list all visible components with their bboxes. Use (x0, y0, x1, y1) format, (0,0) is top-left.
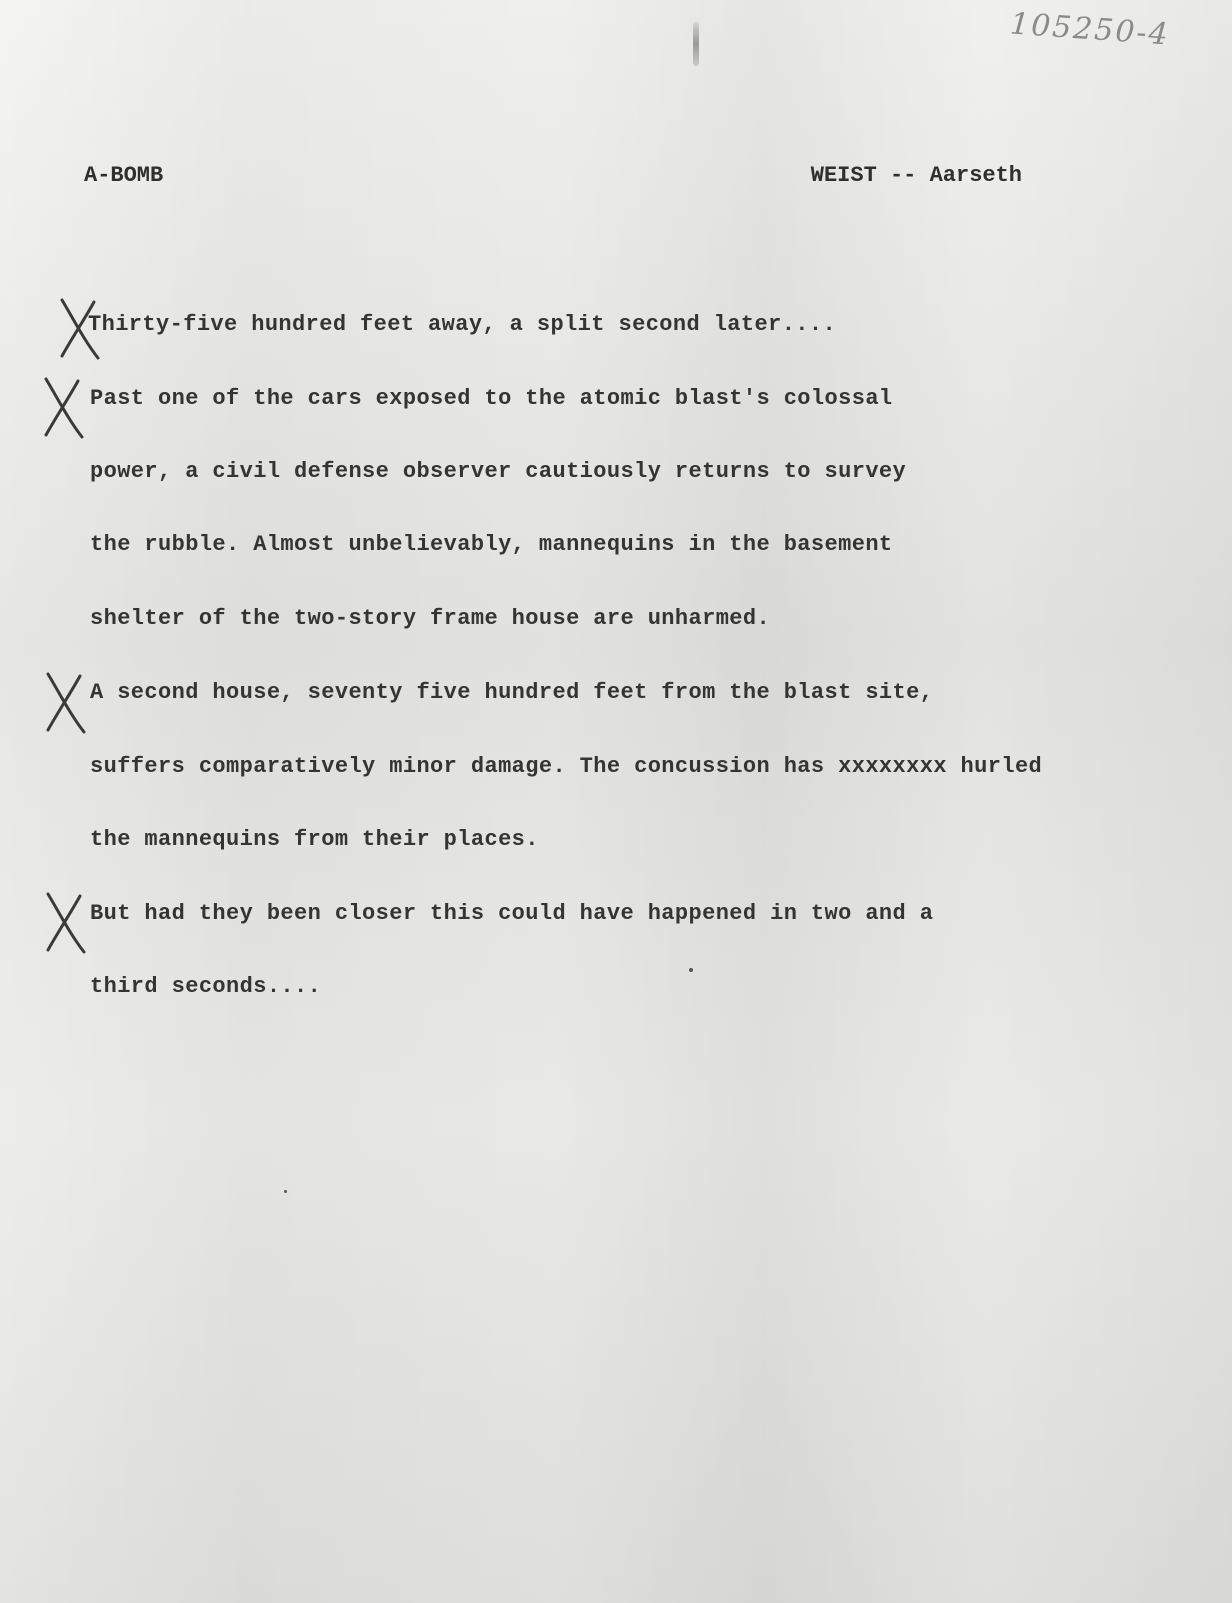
ink-smudge (693, 22, 699, 66)
paragraph-x-mark-icon (38, 375, 90, 439)
paragraph-x-mark-icon (40, 890, 92, 954)
handwritten-archive-number: 105250-4 (1008, 6, 1171, 53)
body-line: the rubble. Almost unbelievably, mannequins in the basement (90, 532, 893, 557)
body-line: third seconds.... (90, 974, 322, 999)
body-line: A second house, seventy five hundred feet from the blast site, (90, 680, 934, 705)
slug-title: A-BOMB (84, 163, 164, 188)
ink-speck (689, 968, 693, 972)
body-line: shelter of the two-story frame house are unharmed. (90, 606, 771, 631)
body-line: Past one of the cars exposed to the atomic blast's colossal (90, 386, 893, 411)
page-header (84, 163, 1022, 195)
ink-speck (284, 1190, 287, 1193)
body-line: the mannequins from their places. (90, 827, 539, 852)
body-line: power, a civil defense observer cautiously returns to survey (90, 459, 907, 484)
body-line: Thirty-five hundred feet away, a split second later.... (88, 312, 837, 337)
body-line: But had they been closer this could have happened in two and a (90, 901, 934, 926)
author-credit: WEIST -- Aarseth (810, 163, 1022, 188)
body-line: suffers comparatively minor damage. The concussion has xxxxxxxx hurled (90, 754, 1043, 779)
paragraph-x-mark-icon (40, 670, 92, 734)
